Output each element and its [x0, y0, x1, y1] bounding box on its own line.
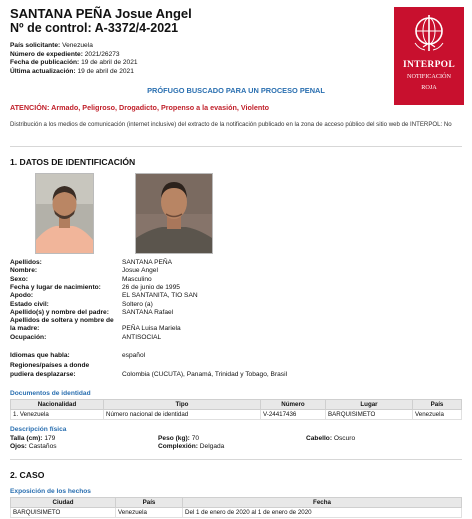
- weight-field: Peso (kg): 70: [158, 435, 200, 442]
- distribution-note: Distribución a los medios de comunicación (internet inclusive) del extracto de la notificación publicado en la zona de acceso público del sitio web de INTERPOL: No: [10, 121, 452, 128]
- table-cell: Del 1 de enero de 2020 al 1 de enero de 2020: [183, 508, 462, 518]
- documents-title: Documentos de identidad: [10, 390, 91, 397]
- complexion-field: Complexión: Delgada: [158, 443, 225, 451]
- meta-row: Número de expediente: 2021/26273: [10, 50, 120, 58]
- column-header: Nacionalidad: [11, 400, 104, 410]
- table-cell: Número nacional de identidad: [104, 410, 261, 420]
- notice-metadata: [10, 42, 138, 76]
- suspect-photo-1: [35, 173, 94, 254]
- warning-text: ATENCIÓN: Armado, Peligroso, Drogadicto, Propenso a la evasión, Violento: [10, 103, 270, 112]
- divider: [10, 146, 462, 147]
- column-header: País: [116, 498, 183, 508]
- table-cell: V-24417436: [261, 410, 326, 420]
- hair-field: Cabello: Oscuro: [306, 435, 356, 442]
- facts-title: Exposición de los hechos: [10, 488, 91, 495]
- divider: [10, 459, 462, 460]
- table-cell: BARQUISIMETO: [11, 508, 116, 518]
- interpol-emblem-icon: [411, 13, 447, 53]
- height-field: Talla (cm): 179: [10, 435, 56, 442]
- column-header: Tipo: [104, 400, 261, 410]
- meta-row: País solicitante: Venezuela: [10, 42, 93, 49]
- column-header: País: [413, 400, 462, 410]
- wanted-heading: PRÓFUGO BUSCADO PARA UN PROCESO PENAL: [147, 86, 325, 95]
- table-cell: Venezuela: [116, 508, 183, 518]
- badge-brand: INTERPOL: [402, 60, 456, 70]
- column-header: Ciudad: [11, 498, 116, 508]
- column-header: Número: [261, 400, 326, 410]
- documents-table: [10, 399, 462, 420]
- physical-description: [10, 435, 462, 453]
- table-row: [11, 508, 462, 518]
- eyes-field: Ojos: Castaños: [10, 443, 57, 451]
- physical-title: Descripción física: [10, 426, 67, 433]
- meta-row: Fecha de publicación: 19 de abril de 2021: [10, 59, 138, 67]
- table-header-row: [11, 498, 462, 508]
- language-region-fields: Idiomas que habla: español Regiones/países a donde pudiera desplazarse: Colombia (CUCUTA), Panamá, Trinidad y Tobago, Brasil: [10, 352, 288, 378]
- section-identification-title: 1. DATOS DE IDENTIFICACIÓN: [10, 157, 136, 167]
- table-cell: BARQUISIMETO: [326, 410, 413, 420]
- table-cell: Venezuela: [413, 410, 462, 420]
- facts-table: [10, 497, 462, 518]
- person-name: SANTANA PEÑA Josue Angel: [10, 6, 192, 21]
- column-header: Fecha: [183, 498, 462, 508]
- control-number: Nº de control: A-3372/4-2021: [10, 21, 179, 35]
- table-cell: 1. Venezuela: [11, 410, 104, 420]
- table-row: [11, 410, 462, 420]
- badge-line-2: ROJA: [421, 83, 437, 91]
- section-case-title: 2. CASO: [10, 470, 45, 480]
- badge-line-1: NOTIFICACIÓN: [407, 73, 451, 80]
- meta-row: Última actualización: 19 de abril de 2021: [10, 67, 134, 75]
- column-header: Lugar: [326, 400, 413, 410]
- suspect-photo-2: [135, 173, 213, 254]
- identity-fields: Apellidos: SANTANA PEÑA Nombre: Josue Angel Sexo: Masculino Fecha y lugar de nacimiento: 26 de junio de 1995 Apodo: EL SANTANITA, TIO SAN Estado civil: Soltero (a) Apellido(s) y nombre del padre: SANTANA Rafael Apellidos de soltera y nombre de la madre: PEÑA Luisa Mariela Ocupación: ANTISOCIAL: [10, 259, 198, 341]
- table-header-row: [11, 400, 462, 410]
